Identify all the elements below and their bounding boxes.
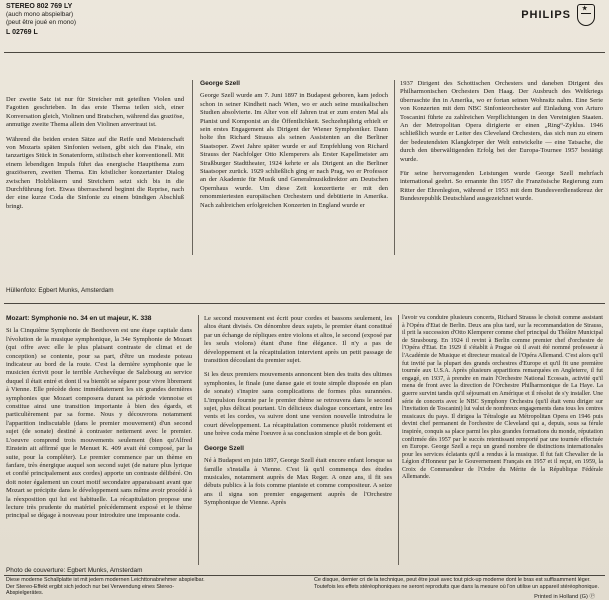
german-photo-credit: Hüllenfoto: Egbert Munks, Amsterdam xyxy=(6,287,114,294)
catalog-number: STEREO 802 769 LY xyxy=(6,3,73,10)
german-col-1 xyxy=(6,96,184,217)
french-col1-p1: Si la Cinquième Symphonie de Beethoven est une étape capitale dans l'évolution de la musique symphonique, la 34e Symphonie de Mozart (qui offre avec elle le plus plaisant contraste de climat et de conception) se contente, pour sa part, d'être un modeste poteau indicateur au bord de la route. C'est la dernière symphonie que le musicien écrivit pour le terrible Archevêque de Salzbourg au service duquel il était entré et dont il va bientôt se séparer pour vivre librement à Vienne. Elle précède donc immédiatement les six grandes dernières symphonies que Mozart composera durant sa période viennoise et constitue ainsi une transition importante à bien des égards, et particulièrement par sa forme. Nous y découvrons notamment l'apparition indiscutable (dans le premier mouvement) d'un second sujet (de sonate) destiné à contraster nettement avec le premier. L'oeuvre comprend trois mouvements seulement (bien qu'Alfred Einstein ait affirmé que le Menuet K. 409 avait été composé, par la suite, pour la compléter). Le premier commence par un thème en fanfare, très énergique auquel son second sujet (de nature plus lyrique et confié principalement aux cordes) apporte un contraste délibéré. On doit noter également un court motif secondaire apparaissant avant que Mozart se précipite dans le développement sans même avoir procédé à la réexposition qui lui est habituelle. La récapitulation propose une lecture très prudente du matériel précédemment exposé et le thème principal se dégage à nouveau pour introduire une imposante coda. xyxy=(6,327,192,520)
german-col3-p1: 1937 Dirigent des Schottischen Orchesters und daneben Dirigent des Philharmonischen Orchesters Den Haag. Der Ausbruch des Weltkriegs überraschte ihn in Amerika, wo er fortan seinen Wohnsitz nahm. Eine Serie von Konzerten mit dem NBC Sinfonieorchester auf Einladung von Arturo Toscanini führte zu zahlreichen Verpflichtungen in den Vereinigten Staaten. An der Metropolitan Opera dirigierte er einen „Ring“-Zyklus. 1946 schließlich wurde er Leiter des Cleveland Orchesters, das sich nun zu einem der bedeutendsten Klangkörper der Welt entwickelte — eine Tatsache, die durch den überwältigenden Erfolg bei der Europa-Tournee 1957 bestätigt wurde. xyxy=(400,80,603,163)
german-szell-heading: George Szell xyxy=(200,80,240,87)
german-col-3 xyxy=(400,80,603,210)
philips-shield-icon xyxy=(577,4,595,26)
divider-v2 xyxy=(394,80,395,255)
middle-divider xyxy=(4,303,605,304)
catalog-block xyxy=(6,3,76,37)
french-col-3 xyxy=(402,315,603,488)
divider-v4 xyxy=(398,315,399,565)
divider-v1 xyxy=(192,80,193,255)
french-col2-p1: Le second mouvement est écrit pour cordes et bassons seulement, les altos étant divisés. On dénombre deux sujets, le premier étant constitué par un échange de répliques entre violons et altos, le second (exposé par les seuls violons) étant d'une fine élégance. Il n'y a pas de développement et la récapitulation intervient après un petit passage de transition découlant du premier sujet. xyxy=(204,315,392,365)
footer-french: Ce disque, dernier cri de la technique, peut être joué avec tout pick-up moderne dont le bras est suffisamment léger. Toutefois les effets stéréophoniques ne seront reproduits que dans la mesure où l'on utilise un appareil stéréophonique. xyxy=(314,577,600,590)
bottom-divider xyxy=(4,575,605,576)
german-col1-p2: Während die beiden ersten Sätze auf die Reife und Meisterschaft von Mozarts späten Sinfonien weisen, gibt sich das Finale, ein tanzartiges Stück in Sonatenform, stilistisch eher konventionell. Mit einem lebendigen Impuls führt das energische Hauptthema zum graziöseren, zweiten Thema. Ein köstlicher konzertanter Dialog zwischen Holzbläsern und Streichern setzt sich bis in die Durchführung fort. Etwas überraschend beginnt die Reprise, nach der eine kurze Coda die Sinfonie zu einem bündigen Abschluß bringt. xyxy=(6,135,184,210)
french-col-2 xyxy=(204,315,392,514)
footer-german: Diese moderne Schallplatte ist mit jedem modernen Leichttonabnehmer abspielbar. Der Stereo-Effekt ergibt sich jedoch nur bei Verwendung eines Stereo-Abspielgerätes. xyxy=(6,577,205,597)
french-szell-heading: George Szell xyxy=(204,444,244,452)
mono-note-fr: (peut être joué en mono) xyxy=(6,19,76,26)
german-col1-p1: Der zweite Satz ist nur für Streicher mit geteilten Violen und Fagotten geschrieben. In das erste Thema teilen sich, einer Konversation gleich, Violinen und Bratschen, während das graziöse, anmutige zweite Thema allein den Violinen anvertraut ist. xyxy=(6,96,184,129)
mono-note-de: (auch mono abspielbar) xyxy=(6,11,74,18)
french-col-1 xyxy=(6,315,192,527)
top-divider xyxy=(4,52,605,53)
french-mozart-heading: Mozart: Symphonie no. 34 en ut majeur, K. 338 xyxy=(6,315,152,322)
philips-logo xyxy=(521,4,595,26)
german-col-2 xyxy=(200,80,388,216)
french-col2-p3: Né à Budapest en juin 1897, George Szell était encore enfant lorsque sa famille s'installa à Vienne. C'est là qu'il commença des études musicales, notamment auprès de Max Reger. A onze ans, il fit ses débuts publics à la fois comme pianiste et comme compositeur. A seize ans il signa son premier engagement auprès de l'Orchestre Symphonique de Vienne. Après xyxy=(204,457,392,507)
printed-in-holland: Printed in Holland (G) Ⓟ xyxy=(534,594,595,600)
french-col3-p1: l'avoir vu conduire plusieurs concerts, Richard Strauss le choisit comme assistant à l'Opéra d'Etat de Berlin. Deux ans plus tard, sur la recommandation de Strauss, il prit la succession d'Otto Klemperer comme chef principal du Théâtre Municipal de Strasbourg. En 1924 il revint à Berlin comme premier chef d'orchestre de l'Opéra d'Etat. En 1929 il s'établit à Prague où il avait été nommé professeur à l'Académie de Musique et directeur musical de l'Opéra Allemand. C'est alors qu'il fut invité par la plupart des grands orchestres d'Europe et qu'il fit une première tournée aux U.S.A. Après plusieurs apparitions remarquées en Angleterre, il fut engagé, en 1937, à prendre en main l'Orchestre National Ecossais, activité qu'il mena de front avec la direction de l'Orchestre Philharmonique de La Haye. La guerre survint tandis qu'il séjournait en Amérique et il résolut de s'y installer. Une série de concerts avec le NBC Symphony Orchestra (qu'il était venu diriger sur l'invitation de Toscanini) lui valut de nombreux engagements dans tous les centres musicaux du pays. Il dirigea la Tétralogie au Métropolitan Opera en 1946 puis devint chef permanent de l'orchestre de Cleveland qui a, depuis, sous sa férule inspirée, conquis sa place parmi les plus grandes formations du monde, réputation confirmée dès 1957 par le succès retentissant remporté par une tournée effectuée en Europe. George Szell a reçu un grand nombre de distinctions internationales pour les services éclatants qu'il a rendus à la musique. Il fut fait Chevalier de la Légion d'Honneur par le Gouvernement Français en 1957 et il reçut, en 1959, la Croix de Commandeur de l'Ordre du Mérite de la République Fédérale Allemande. xyxy=(402,315,603,481)
divider-v3 xyxy=(198,315,199,565)
french-photo-credit: Photo de couverture: Egbert Munks, Amsterdam xyxy=(6,567,143,574)
french-col2-p2: Si les deux premiers mouvements annoncent bien des traits des ultimes symphonies, le finale (une danse gaie et toute simple disposée en plan de sonate) s'inspire sans complications de formes plus surannées. L'impulsion fournie par le premier thème se retrouvera dans le second sujet, plus délicat pourtant. Un délicieux dialogue concertant, entre les vents et les cordes, va suivre dont une version nouvelle introduira le court développement. La récapitulation commence plutôt roidement et une brève coda mène l'oeuvre à sa conclusion simple et de bon goût. xyxy=(204,371,392,438)
brand-name: PHILIPS xyxy=(521,9,571,21)
mono-catalog-number: L 02769 L xyxy=(6,29,38,36)
german-col2-p1: George Szell wurde am 7. Juni 1897 in Budapest geboren, kam jedoch schon in seiner Kindheit nach Wien, wo er auch seine musikalischen Studien absolvierte. Im Alter von elf Jahren trat er zum ersten Mal als Pianist und Komponist an die Öffentlichkeit. Sechzehnjährig erhielt er sein erstes Engagement als Dirigent der Wiener Symphoniker. Dann holte ihn Richard Strauss als seinen Assistenten an die Berliner Staatsoper. Zwei Jahre später wurde er auf Empfehlung von Richard Strauss der Nachfolger Otto Klemperers als Erster Kapellmeister am Straßburger Stadttheater, 1924 kehrte er als Dirigent an die Berliner Staatsoper zurück. 1929 schließlich ging er nach Prag, wo er Professor an der Akademie für Musik und Generalmusikdirektor am Deutschen Opernhaus wurde. Um diese Zeit konzertierte er mit den renommiertesten europäischen Orchestern und debütierte in Amerika. Nach zahlreichen erfolgreichen Konzerten in England wurde er xyxy=(200,92,388,209)
german-col3-p2: Für seine hervorragenden Leistungen wurde George Szell mehrfach international geehrt. So ernannte ihn 1957 die Französische Regierung zum Ritter der Ehrenlegion, während er 1953 mit dem Bundesverdienstkreuz der Bundesrepublik Deutschland ausgezeichnet wurde. xyxy=(400,170,603,203)
